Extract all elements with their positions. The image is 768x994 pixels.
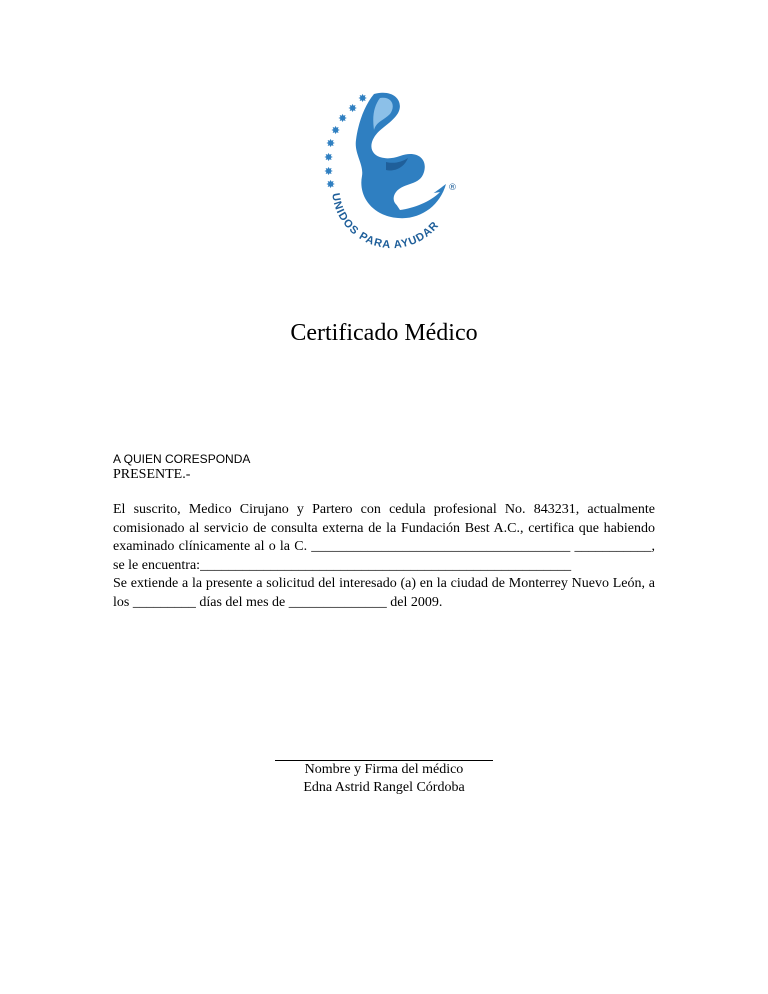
svg-text:✸: ✸: [331, 124, 341, 137]
body-line-1: El suscrito, Medico Cirujano y Partero con cedula profesional No. 843231, actualmente comisionado al servicio de consulta externa de la Fundación Best A.C., certifica que habiendo examinado clínicamente al o la C.: [113, 502, 655, 554]
paragraph-examination: [113, 501, 655, 575]
page-title: Certificado Médico: [290, 320, 478, 346]
unidos-para-ayudar-logo-icon: [300, 86, 468, 250]
foundation-logo: [300, 86, 468, 250]
month-blank: ______________: [288, 594, 387, 610]
body-line-4: días del mes de: [199, 594, 286, 610]
certificate-body: [113, 501, 655, 612]
body-line-2: , se le encuentra:: [113, 539, 656, 573]
signature-block: [0, 761, 768, 797]
doctor-name: Edna Astrid Rangel Córdoba: [303, 780, 465, 795]
body-line-5: del 2009.: [390, 594, 443, 610]
registered-mark: ®: [448, 183, 457, 193]
days-blank: _________: [132, 594, 196, 610]
paragraph-issued: [113, 575, 655, 612]
svg-text:✸: ✸: [358, 92, 368, 105]
figure-icon: [356, 93, 446, 218]
logo-text: UNIDOS PARA AYUDAR: [329, 192, 442, 250]
svg-text:✸: ✸: [348, 102, 358, 115]
presente-label: PRESENTE.-: [113, 467, 191, 482]
svg-text:✸: ✸: [326, 178, 336, 191]
svg-text:✸: ✸: [324, 151, 334, 164]
patient-name-blank: _____________________________________ ___________: [311, 539, 652, 554]
body-line-3: Se extiende a la presente a solicitud del interesado (a) en la ciudad de Monterrey Nuevo León, a los: [113, 576, 655, 610]
svg-text:✸: ✸: [326, 137, 336, 150]
svg-text:✸: ✸: [338, 112, 348, 125]
addressee: A QUIEN CORESPONDA: [113, 452, 251, 466]
signature-label: Nombre y Firma del médico: [304, 762, 464, 777]
condition-blank: _____________________________________________________: [200, 557, 572, 573]
svg-text:✸: ✸: [324, 165, 334, 178]
